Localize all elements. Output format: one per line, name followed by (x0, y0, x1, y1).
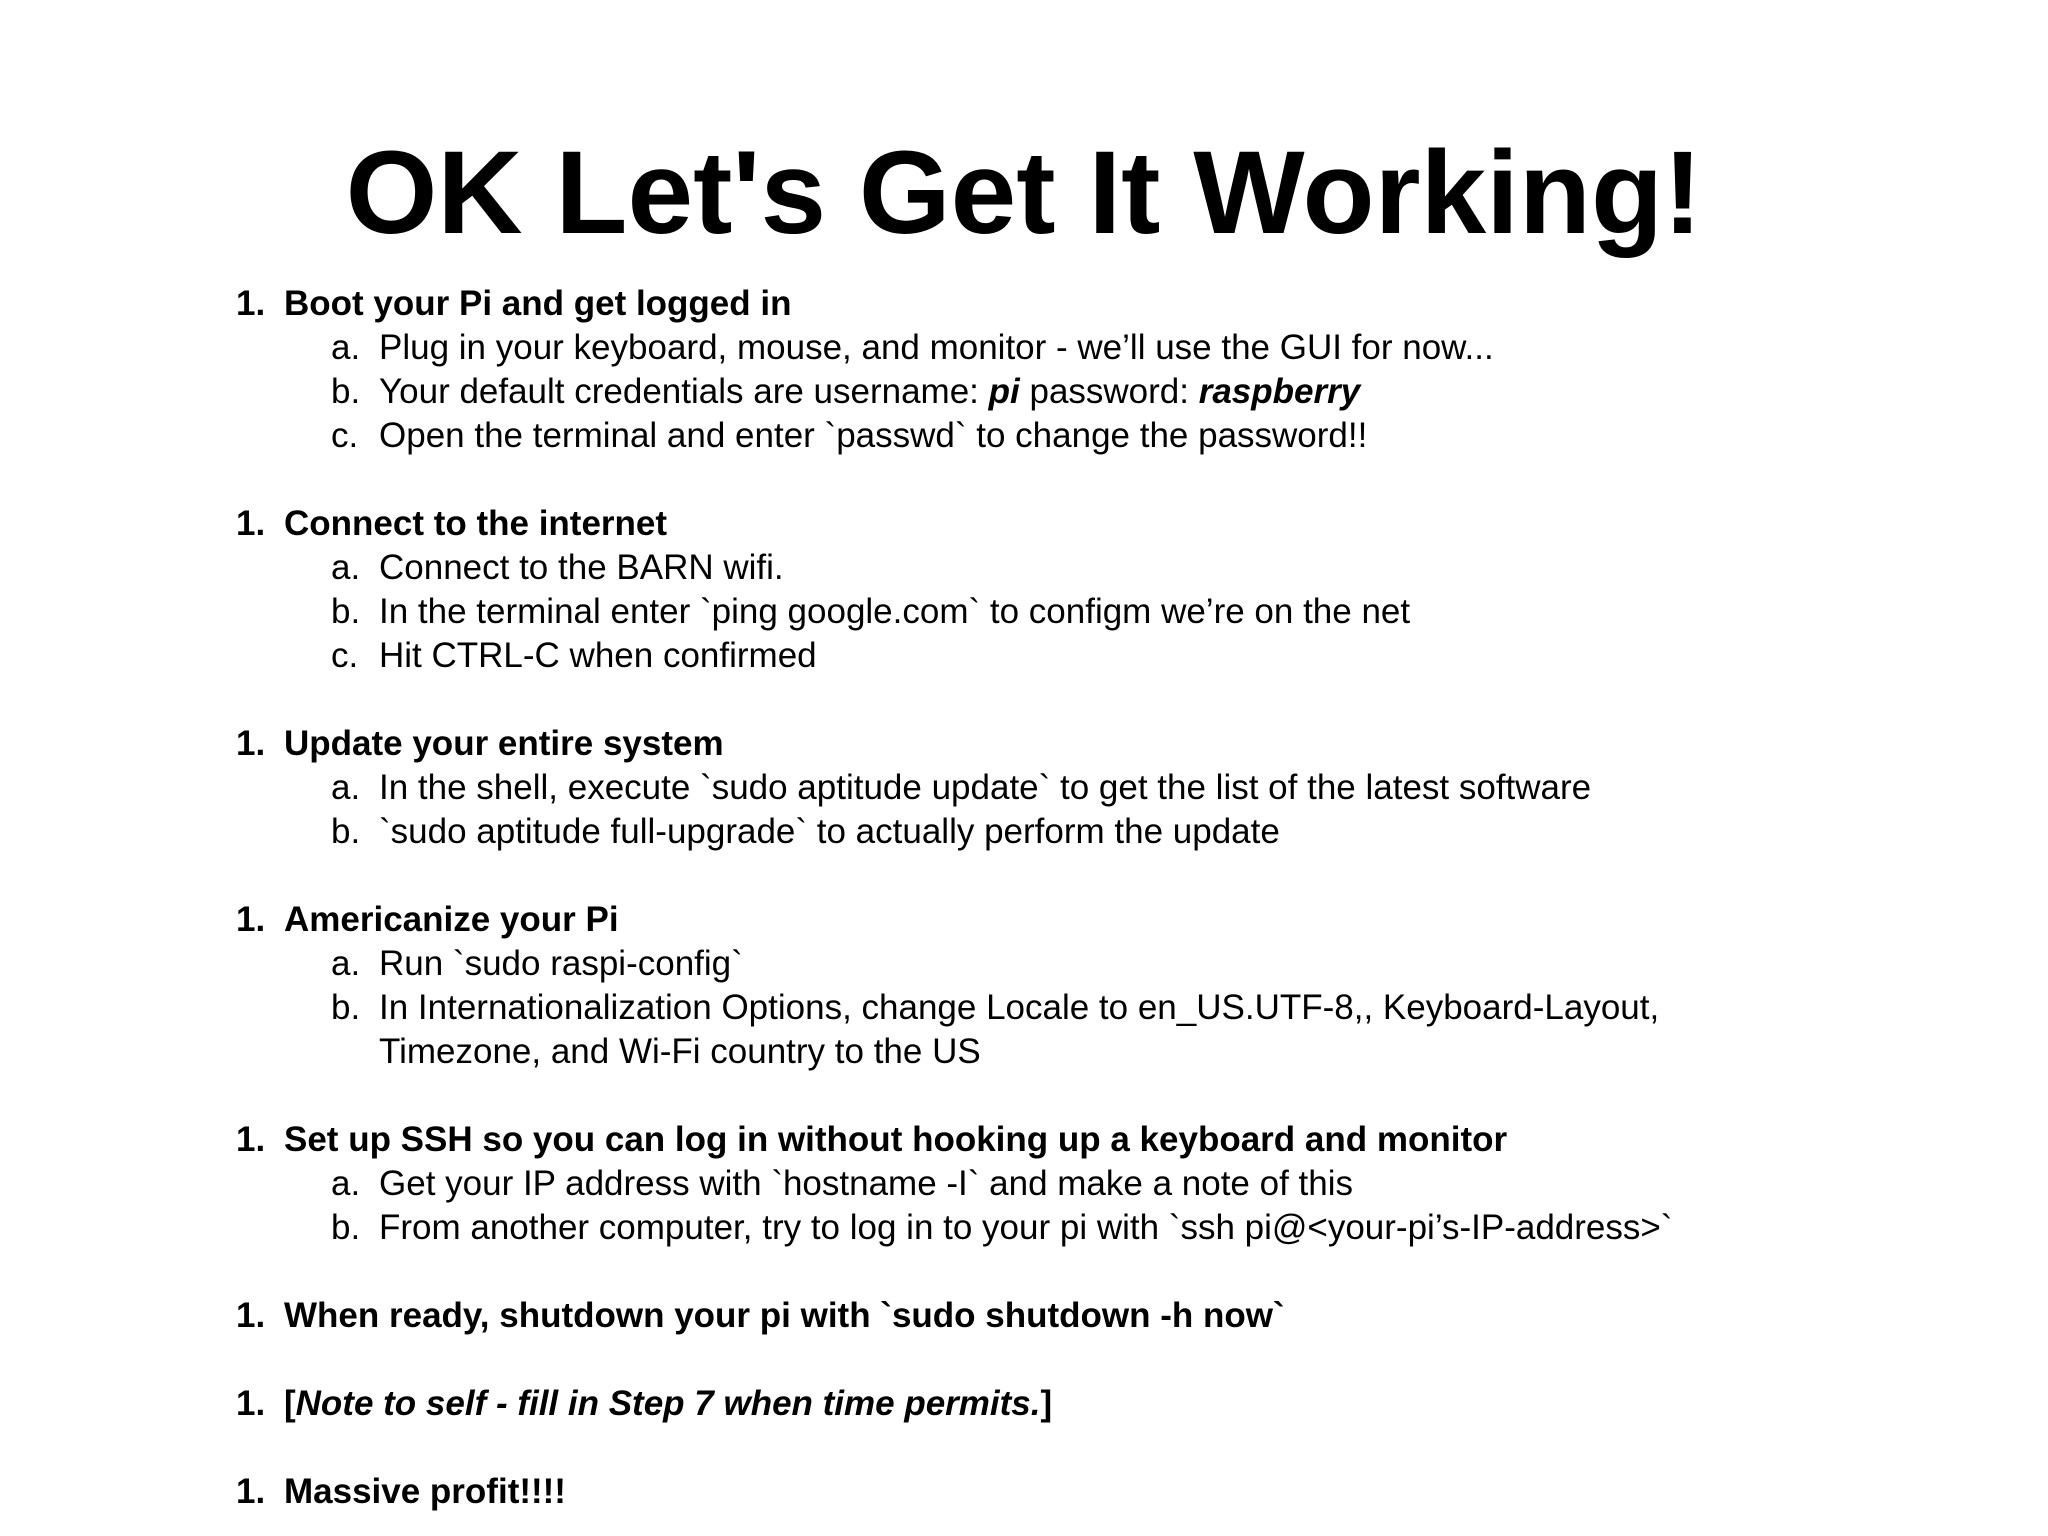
step-number: 1. (236, 284, 266, 323)
sub-list (236, 942, 2016, 1074)
sub-item (236, 590, 2016, 634)
sub-item-continuation (236, 1030, 2016, 1074)
step-number: 1. (236, 1120, 266, 1159)
sub-item-text: Plug in your keyboard, mouse, and monitor - we’ll use the GUI for now... (379, 328, 1494, 367)
spacer (236, 1074, 2016, 1118)
sub-list (236, 546, 2016, 678)
note-italic-text: Note to self - fill in Step 7 when time permits. (295, 1384, 1041, 1423)
step-heading-text: Massive profit!!!! (284, 1472, 566, 1511)
sub-item-text: In the shell, execute `sudo aptitude update` to get the list of the latest software (379, 768, 1592, 807)
step-heading (236, 282, 2016, 326)
sub-item-text: Hit CTRL-C when confirmed (379, 636, 817, 675)
sub-item-text: Your default credentials are username: (379, 372, 989, 411)
sub-item-letter: a. (331, 944, 361, 983)
sub-item-letter: a. (331, 328, 361, 367)
step-heading (236, 1294, 2016, 1338)
spacer (236, 678, 2016, 722)
sub-item (236, 810, 2016, 854)
sub-item-text: Connect to the BARN wifi. (379, 548, 784, 587)
sub-list (236, 326, 2016, 458)
sub-item (236, 546, 2016, 590)
step-heading-text: Boot your Pi and get logged in (284, 284, 792, 323)
step-heading-text: Connect to the internet (284, 504, 668, 543)
spacer (236, 854, 2016, 898)
sub-item-letter: c. (331, 636, 359, 675)
step-note-to-self (236, 1382, 2016, 1426)
sub-item (236, 370, 2016, 414)
sub-item-letter: a. (331, 768, 361, 807)
sub-item-text: Open the terminal and enter `passwd` to change the password!! (379, 416, 1368, 455)
sub-item (236, 414, 2016, 458)
step-heading-text: Set up SSH so you can log in without hooking up a keyboard and monitor (284, 1120, 1508, 1159)
step-heading (236, 1382, 2016, 1426)
sub-item (236, 1162, 2016, 1206)
sub-item-text: Run `sudo raspi-config` (379, 944, 743, 983)
spacer (236, 1338, 2016, 1382)
username-value: pi (988, 372, 1020, 411)
sub-item (236, 766, 2016, 810)
sub-item (236, 942, 2016, 986)
sub-item-letter: b. (331, 988, 361, 1027)
sub-item-letter: b. (331, 372, 361, 411)
step-heading-text: When ready, shutdown your pi with `sudo shutdown -h now` (284, 1296, 1285, 1335)
sub-item-text: Get your IP address with `hostname -I` and make a note of this (379, 1164, 1354, 1203)
slide-title: OK Let's Get It Working! (345, 127, 1703, 259)
step-heading (236, 1118, 2016, 1162)
spacer (236, 1426, 2016, 1470)
sub-item-letter: a. (331, 548, 361, 587)
step-number: 1. (236, 1296, 266, 1335)
sub-item-text: In Internationalization Options, change Locale to en_US.UTF-8,, Keyboard-Layout, (379, 988, 1660, 1027)
step-heading (236, 722, 2016, 766)
sub-item-text: password: (1019, 372, 1199, 411)
step-number: 1. (236, 1472, 266, 1511)
step-number: 1. (236, 724, 266, 763)
step-heading-text: ] (1040, 1384, 1053, 1423)
sub-item-letter: b. (331, 1208, 361, 1247)
sub-item-letter: a. (331, 1164, 361, 1203)
step-americanize (236, 898, 2016, 1074)
step-shutdown (236, 1294, 2016, 1338)
step-heading-text: [ (284, 1384, 296, 1423)
sub-item (236, 986, 2016, 1030)
sub-list (236, 1162, 2016, 1250)
step-connect (236, 502, 2016, 678)
sub-list (236, 766, 2016, 854)
sub-item-text: In the terminal enter `ping google.com` to configm we’re on the net (379, 592, 1411, 631)
step-boot (236, 282, 2016, 458)
password-value: raspberry (1198, 372, 1361, 411)
sub-item-text: From another computer, try to log in to your pi with `ssh pi@<your-pi’s-IP-address>` (379, 1208, 1673, 1247)
sub-item (236, 634, 2016, 678)
sub-item-letter: b. (331, 592, 361, 631)
sub-item-letter: c. (331, 416, 359, 455)
step-heading (236, 1470, 2016, 1514)
step-number: 1. (236, 900, 266, 939)
sub-item-text: Timezone, and Wi-Fi country to the US (379, 1032, 981, 1071)
steps-list (236, 282, 2016, 1514)
step-heading (236, 502, 2016, 546)
sub-item (236, 1206, 2016, 1250)
step-profit (236, 1470, 2016, 1514)
step-number: 1. (236, 1384, 266, 1423)
sub-item-letter: b. (331, 812, 361, 851)
sub-item (236, 326, 2016, 370)
step-update (236, 722, 2016, 854)
step-heading-text: Americanize your Pi (284, 900, 619, 939)
spacer (236, 458, 2016, 502)
step-ssh (236, 1118, 2016, 1250)
step-heading-text: Update your entire system (284, 724, 724, 763)
step-number: 1. (236, 504, 266, 543)
spacer (236, 1250, 2016, 1294)
sub-item-text: `sudo aptitude full-upgrade` to actually perform the update (379, 812, 1280, 851)
step-heading (236, 898, 2016, 942)
